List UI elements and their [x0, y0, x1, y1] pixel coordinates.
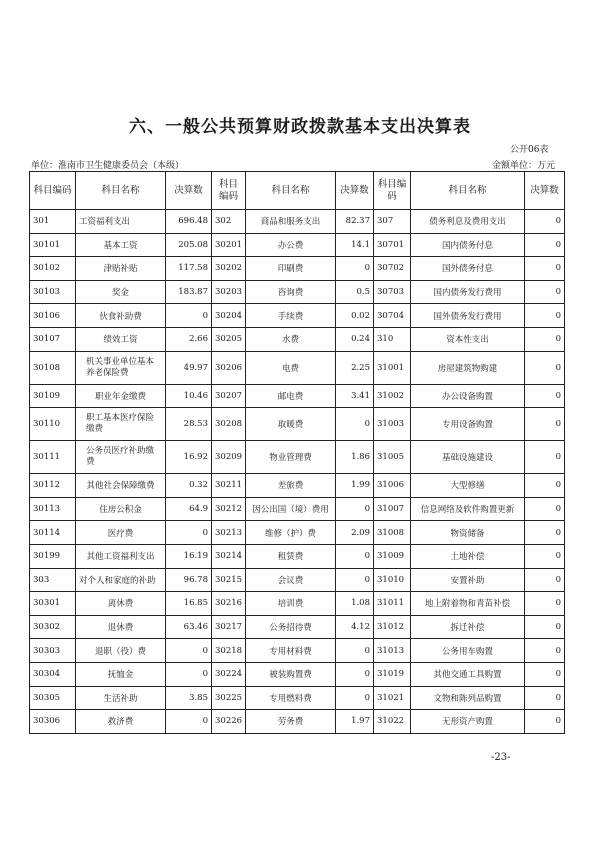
- subject-name: 国内债务发行费用: [411, 280, 525, 304]
- amount-value: 0: [525, 327, 565, 351]
- subject-code: 30201: [212, 233, 246, 257]
- amount-value: 3.41: [336, 384, 374, 408]
- subject-name: 地上附着物和青苗补偿: [411, 592, 525, 616]
- subject-code: 31005: [374, 441, 411, 474]
- subject-code: 30102: [30, 257, 76, 281]
- subject-code: 31012: [374, 615, 411, 639]
- amount-value: 64.9: [166, 497, 212, 521]
- subject-name: 办公设备购置: [411, 384, 525, 408]
- amount-value: 1.99: [336, 474, 374, 498]
- amount-unit: 金额单位：万元: [492, 161, 556, 171]
- header-code-2: 科目编码: [212, 172, 246, 210]
- subject-code: 31008: [374, 521, 411, 545]
- subject-code: 30202: [212, 257, 246, 281]
- subject-name: 维修（护）费: [246, 521, 336, 545]
- subject-name: 其他交通工具购置: [411, 662, 525, 686]
- subject-code: 301: [30, 210, 76, 234]
- amount-value: 0: [525, 592, 565, 616]
- amount-value: 0: [525, 441, 565, 474]
- amount-value: 0: [525, 497, 565, 521]
- table-row: [30, 662, 565, 686]
- page-title: 六、一般公共预算财政拨款基本支出决算表: [129, 117, 471, 137]
- subject-code: 31022: [374, 710, 411, 734]
- subject-name: 生活补助: [76, 686, 166, 710]
- form-code: 公开06表: [510, 145, 549, 155]
- subject-code: 31010: [374, 568, 411, 592]
- amount-value: 0: [336, 257, 374, 281]
- amount-value: 0: [525, 568, 565, 592]
- subject-code: 30703: [374, 280, 411, 304]
- table-row: [30, 384, 565, 408]
- subject-code: 30216: [212, 592, 246, 616]
- subject-name: 公务招待费: [246, 615, 336, 639]
- subject-code: 31019: [374, 662, 411, 686]
- subject-code: 30114: [30, 521, 76, 545]
- subject-name: 伙食补助费: [76, 304, 166, 328]
- subject-name: 商品和服务支出: [246, 210, 336, 234]
- amount-value: 3.85: [166, 686, 212, 710]
- subject-code: 30306: [30, 710, 76, 734]
- subject-code: 30106: [30, 304, 76, 328]
- amount-value: 0: [336, 568, 374, 592]
- subject-code: 30211: [212, 474, 246, 498]
- amount-value: 696.48: [166, 210, 212, 234]
- subject-code: 30215: [212, 568, 246, 592]
- amount-value: 0: [336, 544, 374, 568]
- subject-name: 印刷费: [246, 257, 336, 281]
- amount-value: 16.19: [166, 544, 212, 568]
- subject-name: 奖金: [76, 280, 166, 304]
- amount-value: 2.09: [336, 521, 374, 545]
- subject-name: 差旅费: [246, 474, 336, 498]
- subject-code: 30226: [212, 710, 246, 734]
- subject-code: 31009: [374, 544, 411, 568]
- table-row: [30, 497, 565, 521]
- table-row: [30, 710, 565, 734]
- subject-code: 30205: [212, 327, 246, 351]
- amount-value: 0: [525, 257, 565, 281]
- amount-value: 117.58: [166, 257, 212, 281]
- subject-name: 物业管理费: [246, 441, 336, 474]
- amount-value: 0: [525, 710, 565, 734]
- subject-code: 30704: [374, 304, 411, 328]
- amount-value: 63.46: [166, 615, 212, 639]
- subject-name: 机关事业单位基本养老保险费: [76, 351, 166, 384]
- subject-code: 30112: [30, 474, 76, 498]
- amount-value: 10.46: [166, 384, 212, 408]
- amount-value: 0: [525, 474, 565, 498]
- subject-code: 30209: [212, 441, 246, 474]
- subject-name: 绩效工资: [76, 327, 166, 351]
- subject-name: 公务用车购置: [411, 639, 525, 663]
- subject-code: 30702: [374, 257, 411, 281]
- subject-code: 30113: [30, 497, 76, 521]
- subject-code: 30217: [212, 615, 246, 639]
- amount-value: 96.78: [166, 568, 212, 592]
- amount-value: 1.08: [336, 592, 374, 616]
- subject-code: 30305: [30, 686, 76, 710]
- subject-name: 电费: [246, 351, 336, 384]
- subject-code: 30225: [212, 686, 246, 710]
- amount-value: 0: [166, 521, 212, 545]
- amount-value: 0.02: [336, 304, 374, 328]
- subject-code: 30103: [30, 280, 76, 304]
- subject-code: 31006: [374, 474, 411, 498]
- subject-code: 30218: [212, 639, 246, 663]
- subject-name: 水费: [246, 327, 336, 351]
- subject-name: 物资储备: [411, 521, 525, 545]
- subject-code: 30302: [30, 615, 76, 639]
- amount-value: 0: [336, 662, 374, 686]
- table-row: [30, 304, 565, 328]
- header-name-1: 科目名称: [76, 172, 166, 210]
- subject-code: 31013: [374, 639, 411, 663]
- subject-code: 30701: [374, 233, 411, 257]
- subject-name: 住房公积金: [76, 497, 166, 521]
- subject-code: 31003: [374, 408, 411, 441]
- amount-value: 0: [525, 280, 565, 304]
- subject-code: 302: [212, 210, 246, 234]
- subject-name: 离休费: [76, 592, 166, 616]
- amount-value: 2.25: [336, 351, 374, 384]
- subject-name: 被装购置费: [246, 662, 336, 686]
- subject-code: 30206: [212, 351, 246, 384]
- amount-value: 49.97: [166, 351, 212, 384]
- subject-name: 专用设备购置: [411, 408, 525, 441]
- subject-code: 30111: [30, 441, 76, 474]
- subject-name: 其他工资福利支出: [76, 544, 166, 568]
- amount-value: 0: [525, 544, 565, 568]
- subject-code: 30199: [30, 544, 76, 568]
- header-code-1: 科目编码: [30, 172, 76, 210]
- subject-name: 专用材料费: [246, 639, 336, 663]
- subject-name: 房屋建筑物购建: [411, 351, 525, 384]
- amount-value: 0: [336, 497, 374, 521]
- subject-name: 基础设施建设: [411, 441, 525, 474]
- subject-code: 30213: [212, 521, 246, 545]
- subject-name: 大型修缮: [411, 474, 525, 498]
- subject-code: 30224: [212, 662, 246, 686]
- subject-name: 取暖费: [246, 408, 336, 441]
- amount-value: 0.32: [166, 474, 212, 498]
- subject-name: 咨询费: [246, 280, 336, 304]
- amount-value: 0: [166, 304, 212, 328]
- table-row: [30, 280, 565, 304]
- subject-name: 救济费: [76, 710, 166, 734]
- table-row: [30, 639, 565, 663]
- subject-code: 30108: [30, 351, 76, 384]
- amount-value: 0: [525, 351, 565, 384]
- table-row: [30, 233, 565, 257]
- subject-name: 会议费: [246, 568, 336, 592]
- subject-name: 基本工资: [76, 233, 166, 257]
- subject-code: 30214: [212, 544, 246, 568]
- table-row: [30, 441, 565, 474]
- subject-name: 培训费: [246, 592, 336, 616]
- table-row: [30, 210, 565, 234]
- amount-value: 205.08: [166, 233, 212, 257]
- amount-value: 2.66: [166, 327, 212, 351]
- amount-value: 0: [525, 615, 565, 639]
- subject-name: 职业年金缴费: [76, 384, 166, 408]
- page-number: -23-: [491, 752, 511, 763]
- subject-name: 无形资产购置: [411, 710, 525, 734]
- amount-value: 0: [525, 686, 565, 710]
- subject-code: 310: [374, 327, 411, 351]
- amount-value: 183.87: [166, 280, 212, 304]
- subject-name: 对个人和家庭的补助: [76, 568, 166, 592]
- subject-name: 国外债务发行费用: [411, 304, 525, 328]
- amount-value: 0: [166, 639, 212, 663]
- header-code-3: 科目编码: [374, 172, 411, 210]
- amount-value: 0: [166, 662, 212, 686]
- amount-value: 1.97: [336, 710, 374, 734]
- amount-value: 0: [336, 408, 374, 441]
- amount-value: 0.24: [336, 327, 374, 351]
- amount-value: 16.85: [166, 592, 212, 616]
- subject-code: 31021: [374, 686, 411, 710]
- subject-code: 30212: [212, 497, 246, 521]
- subject-name: 因公出国（境）费用: [246, 497, 336, 521]
- subject-name: 专用燃料费: [246, 686, 336, 710]
- subject-code: 31007: [374, 497, 411, 521]
- header-amount-3: 决算数: [525, 172, 565, 210]
- subject-name: 文物和陈列品购置: [411, 686, 525, 710]
- unit-label: 单位：淮南市卫生健康委员会（本级）: [31, 161, 185, 171]
- table-row: [30, 327, 565, 351]
- subject-name: 手续费: [246, 304, 336, 328]
- header-name-2: 科目名称: [246, 172, 336, 210]
- amount-value: 28.53: [166, 408, 212, 441]
- subject-name: 津贴补贴: [76, 257, 166, 281]
- table-header-row: [30, 172, 565, 210]
- header-amount-2: 决算数: [336, 172, 374, 210]
- amount-value: 0: [166, 710, 212, 734]
- subject-name: 办公费: [246, 233, 336, 257]
- subject-code: 30110: [30, 408, 76, 441]
- table-row: [30, 351, 565, 384]
- subject-code: 303: [30, 568, 76, 592]
- subject-code: 30107: [30, 327, 76, 351]
- amount-value: 0: [525, 233, 565, 257]
- amount-value: 0.5: [336, 280, 374, 304]
- subject-code: 30203: [212, 280, 246, 304]
- table-row: [30, 568, 565, 592]
- subject-code: 31001: [374, 351, 411, 384]
- table-row: [30, 474, 565, 498]
- amount-value: 0: [525, 408, 565, 441]
- amount-value: 0: [525, 304, 565, 328]
- subject-name: 劳务费: [246, 710, 336, 734]
- subject-name: 资本性支出: [411, 327, 525, 351]
- subject-name: 信息网络及软件购置更新: [411, 497, 525, 521]
- table-row: [30, 408, 565, 441]
- subject-name: 公务员医疗补助缴费: [76, 441, 166, 474]
- amount-value: 0: [336, 639, 374, 663]
- subject-name: 医疗费: [76, 521, 166, 545]
- subject-name: 债务利息及费用支出: [411, 210, 525, 234]
- table-row: [30, 686, 565, 710]
- amount-value: 0: [525, 384, 565, 408]
- subject-name: 租赁费: [246, 544, 336, 568]
- table-row: [30, 544, 565, 568]
- amount-value: 14.1: [336, 233, 374, 257]
- amount-value: 4.12: [336, 615, 374, 639]
- amount-value: 16.92: [166, 441, 212, 474]
- subject-code: 30303: [30, 639, 76, 663]
- amount-value: 0: [525, 210, 565, 234]
- subject-name: 土地补偿: [411, 544, 525, 568]
- subject-name: 邮电费: [246, 384, 336, 408]
- table-row: [30, 257, 565, 281]
- subject-code: 30301: [30, 592, 76, 616]
- subject-code: 307: [374, 210, 411, 234]
- subject-name: 拆迁补偿: [411, 615, 525, 639]
- subject-code: 30109: [30, 384, 76, 408]
- amount-value: 0: [525, 521, 565, 545]
- subject-name: 其他社会保障缴费: [76, 474, 166, 498]
- subject-name: 安置补助: [411, 568, 525, 592]
- subject-name: 国外债务付息: [411, 257, 525, 281]
- subject-name: 工资福利支出: [76, 210, 166, 234]
- amount-value: 1.86: [336, 441, 374, 474]
- subject-code: 31002: [374, 384, 411, 408]
- subject-name: 退休费: [76, 615, 166, 639]
- amount-value: 82.37: [336, 210, 374, 234]
- subject-code: 30204: [212, 304, 246, 328]
- header-amount-1: 决算数: [166, 172, 212, 210]
- table-row: [30, 615, 565, 639]
- amount-value: 0: [525, 662, 565, 686]
- subject-code: 30207: [212, 384, 246, 408]
- table-row: [30, 592, 565, 616]
- amount-value: 0: [525, 639, 565, 663]
- amount-value: 0: [336, 686, 374, 710]
- subject-name: 国内债务付息: [411, 233, 525, 257]
- subject-code: 30101: [30, 233, 76, 257]
- subject-code: 31011: [374, 592, 411, 616]
- expenditure-table: [29, 171, 565, 734]
- subject-name: 退职（役）费: [76, 639, 166, 663]
- header-name-3: 科目名称: [411, 172, 525, 210]
- table-row: [30, 521, 565, 545]
- subject-code: 30304: [30, 662, 76, 686]
- subject-name: 抚恤金: [76, 662, 166, 686]
- subject-code: 30208: [212, 408, 246, 441]
- subject-name: 职工基本医疗保险缴费: [76, 408, 166, 441]
